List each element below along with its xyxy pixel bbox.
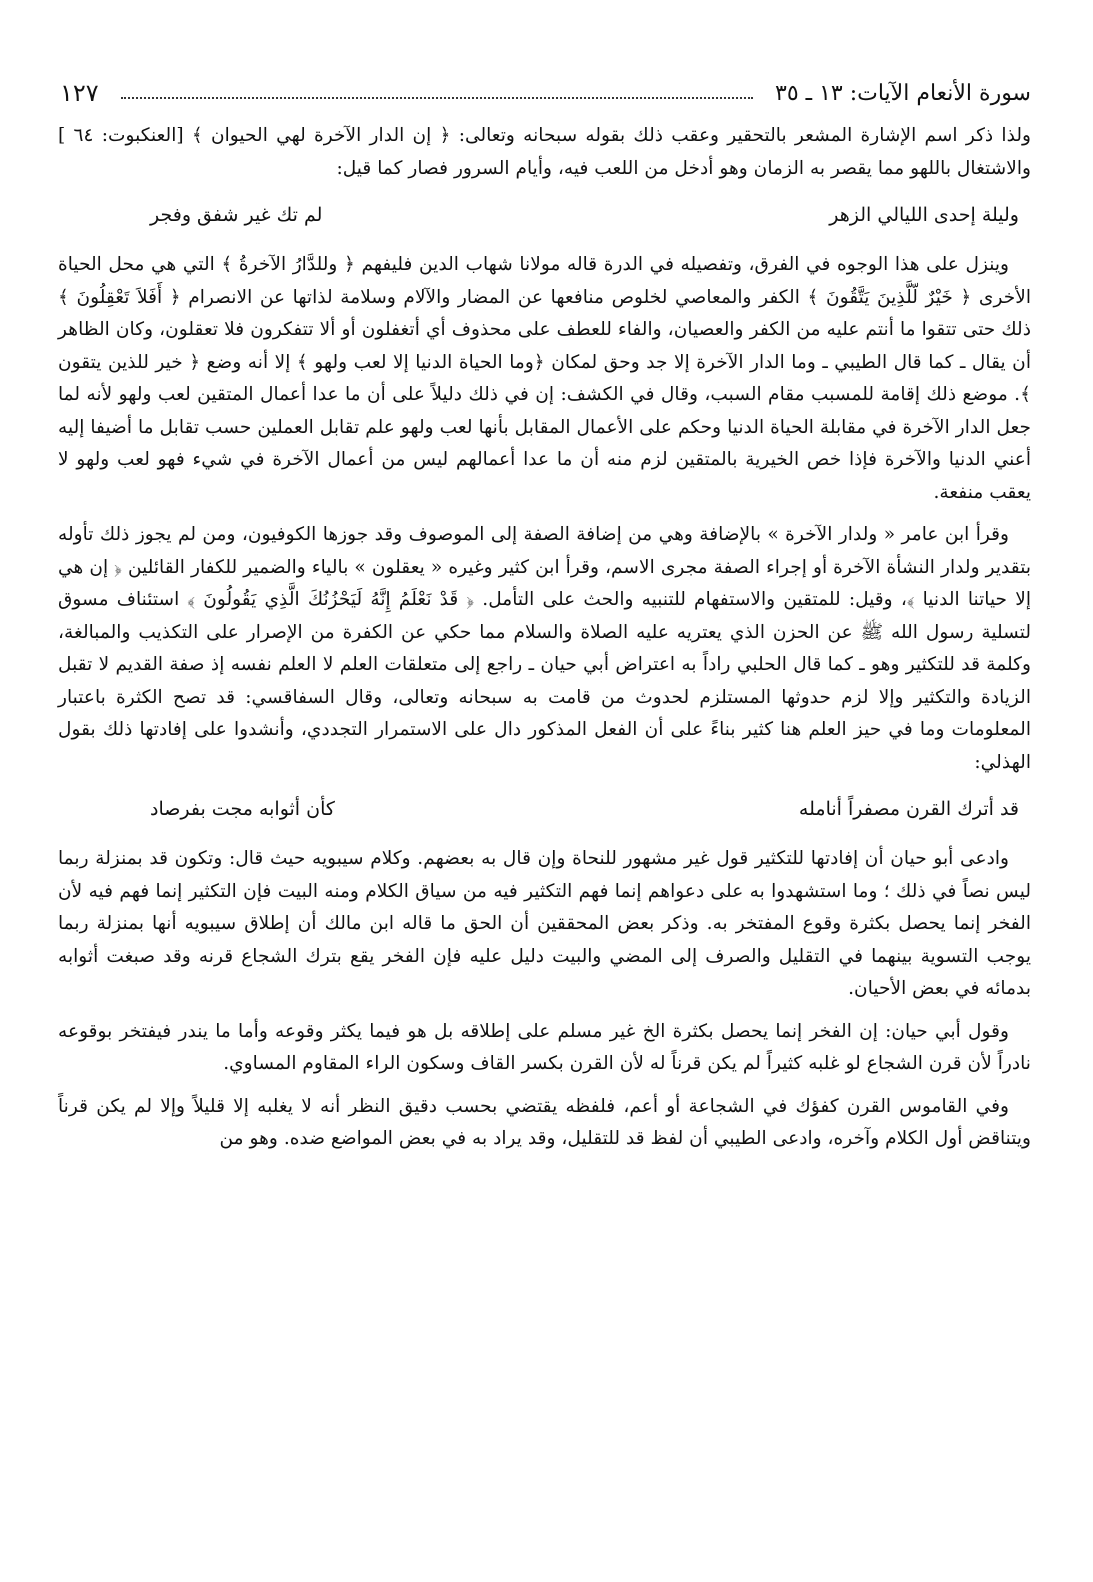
paragraph-3: وقرأ ابن عامر « ولدار الآخرة » بالإضافة وهي من إضافة الصفة إلى الموصوف وقد جوزها الكوفيون، ومن لم يجوز ذلك تأوله بتقدير ولدار النشأة الآخرة أو إجراء الصفة مجرى الاسم، وقرأ ابن كثير وغيره « يعقلون » بالياء والضمير للكفار القائلين ﴿ إن هي إلا حياتنا الدنيا ﴾، وقيل: للمتقين والاستفهام للتنبيه والحث على التأمل. ﴿ قَدْ نَعْلَمُ إِنَّهُ لَيَحْزُنُكَ الَّذِي يَقُولُونَ ﴾ استئناف مسوق لتسلية رسول الله ﷺ عن الحزن الذي يعتريه عليه الصلاة والسلام مما حكي عن الكفرة من الإصرار على التكذيب والمبالغة، وكلمة قد للتكثير وهو ـ كما قال الحلبي راداً به اعتراض أبي حيان ـ راجع إلى متعلقات العلم لا العلم نفسه إذ صفة القديم لا تقبل الزيادة والتكثير وإلا لزم حدوثها المستلزم لحدوث من قامت به سبحانه وتعالى، وقال السفاقسي: قد تصح الكثرة باعتبار المعلومات وما في حيز العلم هنا كثير بناءً على أن الفعل المذكور دال على الاستمرار التجددي، وأنشدوا على إفادتها ذلك بقول الهذلي: <box>58 524 1031 773</box>
paragraph-4: وادعى أبو حيان أن إفادتها للتكثير قول غير مشهور للنحاة وإن قال به بعضهم. وكلام سيبويه حيث قال: وتكون قد بمنزلة ربما ليس نصاً في ذلك ؛ وما استشهدوا به على دعواهم إنما فهم التكثير فيه من سياق الكلام ومنه البيت فإن التكثير إنما فهم فيه لأن الفخر إنما يحصل بكثرة وقوع المفتخر به. وذكر بعض المحققين أن الحق ما قاله ابن مالك أن إطلاق سيبويه أنها بمنزلة ربما يوجب التسوية بينهما في التقليل والصرف إلى المضي والبيت دليل عليه فإن الفخر يقع بترك الشجاع قرنه وقد صبغت أثوابه بدمائه في بعض الأحيان. <box>58 848 1032 999</box>
poem-verse-1 <box>58 195 1031 235</box>
poem-verse-2-first-hemistich: قد أترك القرن مصفراً أنامله <box>798 797 1019 820</box>
page-number: ١٢٧ <box>60 79 99 107</box>
paragraph-2: وينزل على هذا الوجوه في الفرق، وتفصيله في الدرة قاله مولانا شهاب الدين فليفهم ﴿ وللدَّارُ الآخرةُ ﴾ التي هي محل الحياة الأخرى ﴿ خَيْرٌ لّلَّذِينَ يَتَّقُونَ ﴾ الكفر والمعاصي لخلوص منافعها عن المضار والآلام وسلامة لذاتها عن الانصرام ﴿ أَفَلاَ تَعْقِلُونَ ﴾ ذلك حتى تتقوا ما أنتم عليه من الكفر والعصيان، والفاء للعطف على محذوف أي أتغفلون أو ألا تتفكرون فلا تعقلون، وكان الظاهر أن يقال ـ كما قال الطيبي ـ وما الدار الآخرة إلا جد وحق لمكان ﴿وما الحياة الدنيا إلا لعب ولهو ﴾ إلا أنه وضع ﴿ خير للذين يتقون ﴾. موضع ذلك إقامة للمسبب مقام السبب، وقال في الكشف: إن في ذلك دليلاً على أن ما عدا أعمال المتقين لعب ولهو لأنه لما جعل الدار الآخرة في مقابلة الحياة الدنيا وحكم على الأعمال المقابل بأنها لعب ولهو علم تقابل العملين حسب تقابل ما أضيفا إليه أعني الدنيا والآخرة فإذا خص الخيرية بالمتقين لزم منه أن ما عدا أعمالهم ليس من أعمال الآخرة في شيء فهو لعب ولهو لا يعقب منفعة. <box>58 254 1031 503</box>
header-dotted-leader <box>121 87 753 99</box>
paragraph-6: وفي القاموس القرن كفؤك في الشجاعة أو أعم، فلفظه يقتضي بحسب دقيق النظر أنه لا يغلبه إلا قليلاً وإلا لم يكن قرناً ويتناقض أول الكلام وآخره، وادعى الطيبي أن لفظ قد للتقليل، وقد يراد به في بعض المواضع ضده. وهو من <box>58 1095 1031 1149</box>
poem-verse-1-second-hemistich: لم تك غير شفق وفجر <box>150 203 323 226</box>
paragraph-1: ولذا ذكر اسم الإشارة المشعر بالتحقير وعقب ذلك بقوله سبحانه وتعالى: ﴿ إن الدار الآخرة لهي الحيوان ﴾ [العنكبوت: ٦٤ ] والاشتغال باللهو مما يقصر به الزمان وهو أدخل من اللعب فيه، وأيام السرور فصار كما قيل: <box>58 125 1032 179</box>
poem-verse-2 <box>58 789 1031 829</box>
poem-verse-2-second-hemistich: كأن أثوابه مجت بفرصاد <box>150 797 335 820</box>
page-body <box>58 120 1031 1166</box>
paragraph-5: وقول أبي حيان: إن الفخر إنما يحصل بكثرة الخ غير مسلم على إطلاقه بل هو فيما يكثر وقوعه وأما ما يندر فيفتخر بوقوعه نادراً لأن قرن الشجاع لو غلبه كثيراً لم يكن قرناً له لأن القرن بكسر القاف وسكون الراء المقاوم المساوي. <box>58 1020 1031 1074</box>
poem-verse-1-first-hemistich: وليلة إحدى الليالي الزهر <box>829 203 1019 226</box>
page-header <box>60 76 1031 110</box>
running-title: سورة الأنعام الآيات: ١٣ ـ ٣٥ <box>775 80 1031 106</box>
